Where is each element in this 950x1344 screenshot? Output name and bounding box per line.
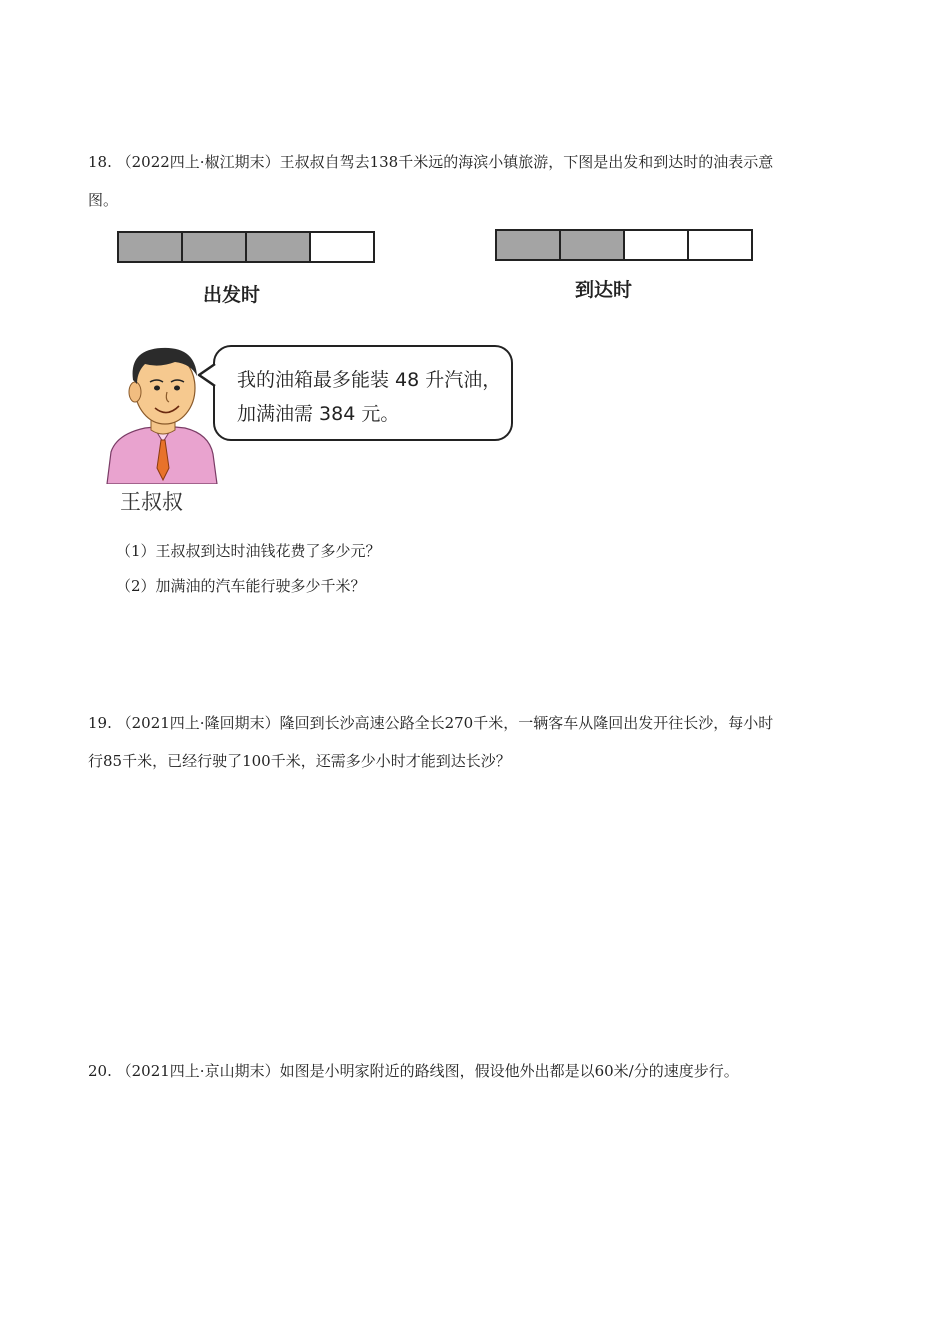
q18-subquestion-1: （1）王叔叔到达时油钱花费了多少元？ [116,542,381,560]
speech-bubble [213,345,513,441]
person-name-label: 王叔叔 [120,490,183,514]
q18-text-line2: 图。 [88,191,119,209]
gauge-depart-label: 出发时 [203,284,261,306]
gauge-segment [689,231,751,259]
gauge-segment [497,231,561,259]
speech-text: 我的油箱最多能装 48 升汽油，加满油需 384 元。 [237,369,502,425]
q18-text-line1: 18. （2022四上·椒江期末）王叔叔自驾去138千米远的海滨小镇旅游，下图是出发和到达时的油表示意 [88,153,774,171]
gauge-arrive-label: 到达时 [575,279,633,301]
gauge-segment [119,233,183,261]
q20-text-line1: 20. （2021四上·京山期末）如图是小明家附近的路线图，假设他外出都是以60米/分的速度步行。 [88,1062,739,1080]
gauge-segment [311,233,373,261]
q19-text-line1: 19. （2021四上·隆回期末）隆回到长沙高速公路全长270千米，一辆客车从隆回出发开往长沙，每小时 [88,714,774,732]
gauge-segment [561,231,625,259]
gauge-segment [625,231,689,259]
speech-bubble-tail [197,362,217,388]
fuel-gauge-arrive [495,229,753,261]
gauge-segment [183,233,247,261]
fuel-gauge-depart [117,231,375,263]
gauge-segment [247,233,311,261]
q19-text-line2: 行85千米，已经行驶了100千米，还需多少小时才能到达长沙？ [88,752,511,770]
q18-subquestion-2: （2）加满油的汽车能行驶多少千米？ [116,577,366,595]
